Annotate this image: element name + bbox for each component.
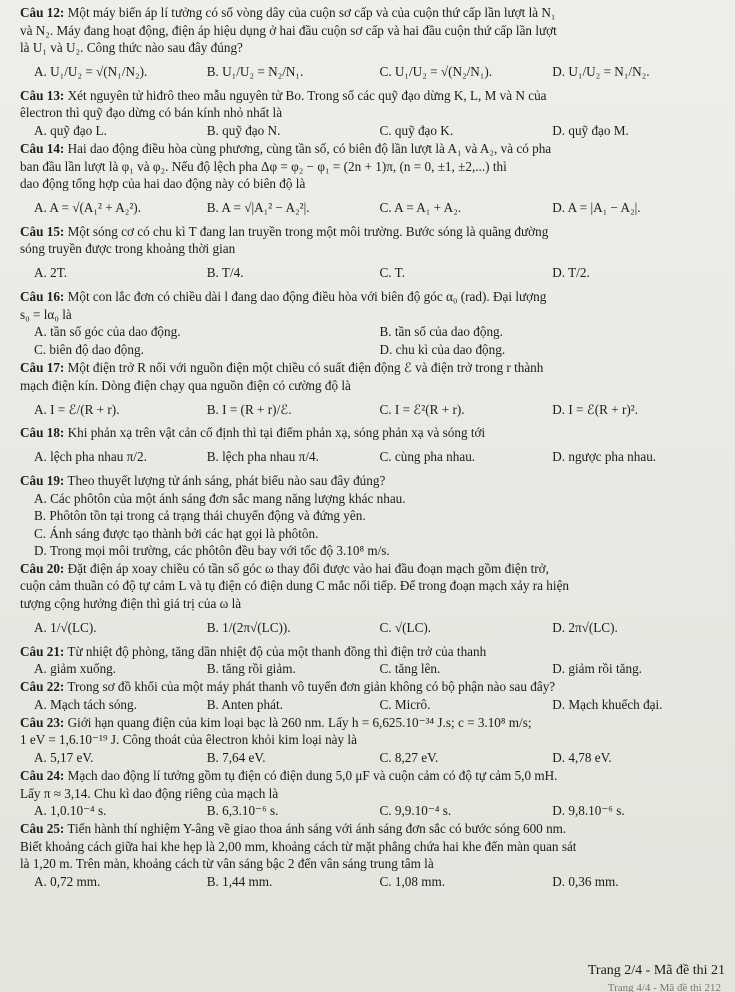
option-c: C. quỹ đạo K. <box>379 123 454 139</box>
option-d: D. 4,78 eV. <box>552 750 612 766</box>
option-d: D. 9,8.10⁻⁶ s. <box>552 803 625 819</box>
option-a: A. 0,72 mm. <box>34 874 101 890</box>
option-a: A. giảm xuống. <box>34 661 117 677</box>
option-a: A. 1,0.10⁻⁴ s. <box>34 803 107 819</box>
question-text: Một sóng cơ có chu kì T đang lan truyền trong một môi trường. Bước sóng là quãng đường <box>67 223 549 239</box>
option-d: D. Mạch khuếch đại. <box>552 697 663 713</box>
question-text: Tiến hành thí nghiệm Y-âng về giao thoa ánh sáng với ánh sáng đơn sắc có bước sóng 600 nm. <box>67 821 567 837</box>
question-text: Biết khoảng cách giữa hai khe hẹp là 2,00 mm, khoảng cách từ mặt phẳng chứa hai khe đến màn quan sát <box>20 838 577 854</box>
page-footer: Trang 2/4 - Mã đề thi 21 <box>587 963 725 978</box>
option-d: D. T/2. <box>552 265 590 281</box>
option-b: B. A = √|A₁² − A₂²|. <box>206 199 310 215</box>
question-text: Từ nhiệt độ phòng, tăng dần nhiệt độ của một thanh đồng thì điện trở của thanh <box>67 643 487 659</box>
question-17 <box>20 359 725 424</box>
options-row <box>20 341 725 359</box>
option-b: B. I = (R + r)/ℰ. <box>206 401 292 417</box>
options-row <box>20 442 725 472</box>
option-a: A. I = ℰ/(R + r). <box>34 401 120 417</box>
option-c: C. T. <box>379 265 406 281</box>
option-d: D. 0,36 mm. <box>552 874 619 890</box>
question-text: Giới hạn quang điện của kim loại bạc là 260 nm. Lấy h = 6,625.10⁻³⁴ J.s; c = 3.10⁸ m/s; <box>67 714 532 730</box>
question-21 <box>20 643 725 679</box>
question-text: s₀ = lα₀ là <box>20 306 72 322</box>
option-a: A. U₁/U₂ = √(N₁/N₂). <box>34 63 148 79</box>
option-b: B. Phôtôn tồn tại trong cả trạng thái chuyển động và đứng yên. <box>34 508 366 524</box>
options-row <box>20 873 725 891</box>
options-row <box>20 660 725 678</box>
option-b: B. 1,44 mm. <box>206 874 273 890</box>
question-text: cuộn cảm thuần có độ tự cảm L và tụ điện có điện dung C mắc nối tiếp. Để trong đoạn mạch xảy ra hiện <box>20 578 570 594</box>
option-d: D. Trong mọi môi trường, các phôtôn đều bay với tốc độ 3.10⁸ m/s. <box>34 543 390 559</box>
option-a: A. tần số góc của dao động. <box>34 324 181 340</box>
question-number: Câu 14: <box>20 140 65 156</box>
option-d: D. I = ℰ(R + r)². <box>552 401 639 417</box>
option-b: B. tăng rồi giảm. <box>206 661 296 677</box>
option-a: A. 5,17 eV. <box>34 750 94 766</box>
question-19 <box>20 472 725 560</box>
question-16 <box>20 288 725 359</box>
option-c: C. 8,27 eV. <box>379 750 439 766</box>
question-number: Câu 22: <box>20 679 65 695</box>
option-c: C. I = ℰ²(R + r). <box>379 401 465 417</box>
option-a: A. 2T. <box>34 265 68 281</box>
option-b: B. quỹ đạo N. <box>206 123 281 139</box>
option-d: D. ngược pha nhau. <box>552 449 657 465</box>
options-row <box>20 749 725 767</box>
option-c: C. Micrô. <box>379 697 431 713</box>
options-row <box>20 802 725 820</box>
question-text: Đặt điện áp xoay chiều có tần số góc ω thay đổi được vào hai đầu đoạn mạch gồm điện trở, <box>67 560 549 576</box>
question-number: Câu 13: <box>20 87 65 103</box>
question-text: sóng truyền được trong khoảng thời gian <box>20 241 236 257</box>
question-text: Một máy biến áp lí tưởng có số vòng dây của cuộn sơ cấp và của cuộn thứ cấp lần lượt là N₁ <box>67 5 556 20</box>
question-text: Theo thuyết lượng tử ánh sáng, phát biểu nào sau đây đúng? <box>67 472 386 488</box>
option-a: A. A = √(A₁² + A₂²). <box>34 199 141 215</box>
options-row <box>20 696 725 714</box>
question-text: và N₂. Máy đang hoạt động, điện áp hiệu dụng ở hai đầu cuộn sơ cấp và hai đầu cuộn thứ cấp lần lượt <box>20 22 557 38</box>
options-row <box>20 193 725 223</box>
option-c: C. cùng pha nhau. <box>379 449 476 465</box>
option-c: C. Ánh sáng được tạo thành bởi các hạt gọi là phôtôn. <box>34 525 319 541</box>
option-a: A. Mạch tách sóng. <box>34 697 137 713</box>
question-15 <box>20 223 725 288</box>
question-number: Câu 23: <box>20 714 65 730</box>
question-22 <box>20 678 725 714</box>
question-number: Câu 20: <box>20 560 65 576</box>
question-12 <box>20 4 725 87</box>
question-text: dao động tổng hợp của hai dao động này có biên độ là <box>20 176 306 192</box>
question-text: Hai dao động điều hòa cùng phương, cùng tần số, có biên độ lần lượt là A₁ và A₂, và có pha <box>67 140 552 156</box>
question-text: Xét nguyên tử hiđrô theo mẫu nguyên tử Bo. Trong số các quỹ đạo dừng K, L, M và N của <box>67 87 547 103</box>
option-b: B. 6,3.10⁻⁶ s. <box>206 803 279 819</box>
question-14 <box>20 140 725 223</box>
option-d: D. giảm rồi tăng. <box>552 661 642 677</box>
option-a: A. quỹ đạo L. <box>34 123 107 139</box>
question-number: Câu 25: <box>20 821 65 837</box>
question-text: Lấy π ≈ 3,14. Chu kì dao động riêng của mạch là <box>20 785 279 801</box>
option-c: C. U₁/U₂ = √(N₂/N₁). <box>379 63 493 79</box>
question-text: tượng cộng hưởng điện thì giá trị của ω là <box>20 596 242 612</box>
question-23 <box>20 714 725 767</box>
question-number: Câu 21: <box>20 643 65 659</box>
option-b: B. lệch pha nhau π/4. <box>206 449 319 465</box>
question-20 <box>20 560 725 643</box>
question-text: mạch điện kín. Dòng điện chạy qua nguồn điện có cường độ là <box>20 377 351 393</box>
question-number: Câu 15: <box>20 223 65 239</box>
option-a: A. Các phôtôn của một ánh sáng đơn sắc mang năng lượng khác nhau. <box>34 490 406 506</box>
question-number: Câu 16: <box>20 288 65 304</box>
question-text: là 1,20 m. Trên màn, khoảng cách từ vân sáng bậc 2 đến vân sáng trung tâm là <box>20 856 434 872</box>
option-d: D. 2π√(LC). <box>552 619 618 635</box>
option-c: C. A = A₁ + A₂. <box>379 199 462 215</box>
option-d: D. A = |A₁ − A₂|. <box>552 199 641 215</box>
question-18 <box>20 424 725 472</box>
question-text: Một con lắc đơn có chiều dài l đang dao động điều hòa với biên độ góc α₀ (rad). Đại lượng <box>67 288 547 304</box>
question-13 <box>20 87 725 140</box>
option-d: D. quỹ đạo M. <box>552 123 629 139</box>
option-a: A. 1/√(LC). <box>34 619 97 635</box>
option-d: D. U₁/U₂ = N₁/N₂. <box>552 63 650 79</box>
question-25 <box>20 820 725 891</box>
question-text: êlectron thì quỹ đạo dừng có bán kính nhỏ nhất là <box>20 105 283 121</box>
question-text: Một điện trở R nối với nguồn điện một chiều có suất điện động ℰ và điện trở trong r thành <box>67 360 544 376</box>
question-text: ban đầu lần lượt là φ₁ và φ₂. Nếu độ lệch pha Δφ = φ₂ − φ₁ = (2n + 1)π, (n = 0, ±1, ±2,...) thì <box>20 158 507 174</box>
option-d: D. chu kì của dao động. <box>379 342 506 358</box>
option-c: C. tăng lên. <box>379 661 441 677</box>
options-row <box>20 57 725 87</box>
question-text: là U₁ và U₂. Công thức nào sau đây đúng? <box>20 40 243 56</box>
bleed-through-footer: Trang 4/4 - Mã đề thi 212 <box>607 982 721 992</box>
question-number: Câu 24: <box>20 768 65 784</box>
question-text: Mạch dao động lí tưởng gồm tụ điện có điện dung 5,0 μF và cuộn cảm có độ tự cảm 5,0 mH. <box>67 768 558 784</box>
question-24 <box>20 767 725 820</box>
question-number: Câu 18: <box>20 425 65 441</box>
question-text: Trong sơ đồ khối của một máy phát thanh vô tuyến đơn giản không có bộ phận nào sau đây? <box>67 679 556 695</box>
option-c: C. biên độ dao động. <box>34 342 144 358</box>
questions-container <box>20 4 725 891</box>
option-b: B. 7,64 eV. <box>206 750 266 766</box>
options-row <box>20 323 725 341</box>
options-row <box>20 394 725 424</box>
question-number: Câu 12: <box>20 5 65 20</box>
option-b: B. tần số của dao động. <box>379 324 503 340</box>
option-b: B. T/4. <box>206 265 244 281</box>
options-row <box>20 122 725 140</box>
option-a: A. lệch pha nhau π/2. <box>34 449 147 465</box>
option-c: C. √(LC). <box>379 619 432 635</box>
option-b: B. 1/(2π√(LC)). <box>206 619 291 635</box>
option-c: C. 1,08 mm. <box>379 874 446 890</box>
question-number: Câu 17: <box>20 360 65 376</box>
option-b: B. U₁/U₂ = N₂/N₁. <box>206 63 304 79</box>
options-row <box>20 613 725 643</box>
question-text: 1 eV = 1,6.10⁻¹⁹ J. Công thoát của êlectron khỏi kim loại này là <box>20 732 357 748</box>
option-b: B. Anten phát. <box>206 697 283 713</box>
question-number: Câu 19: <box>20 472 65 488</box>
options-row <box>20 258 725 288</box>
option-c: C. 9,9.10⁻⁴ s. <box>379 803 452 819</box>
question-text: Khi phản xạ trên vật cản cố định thì tại điểm phản xạ, sóng phản xạ và sóng tới <box>67 425 486 441</box>
